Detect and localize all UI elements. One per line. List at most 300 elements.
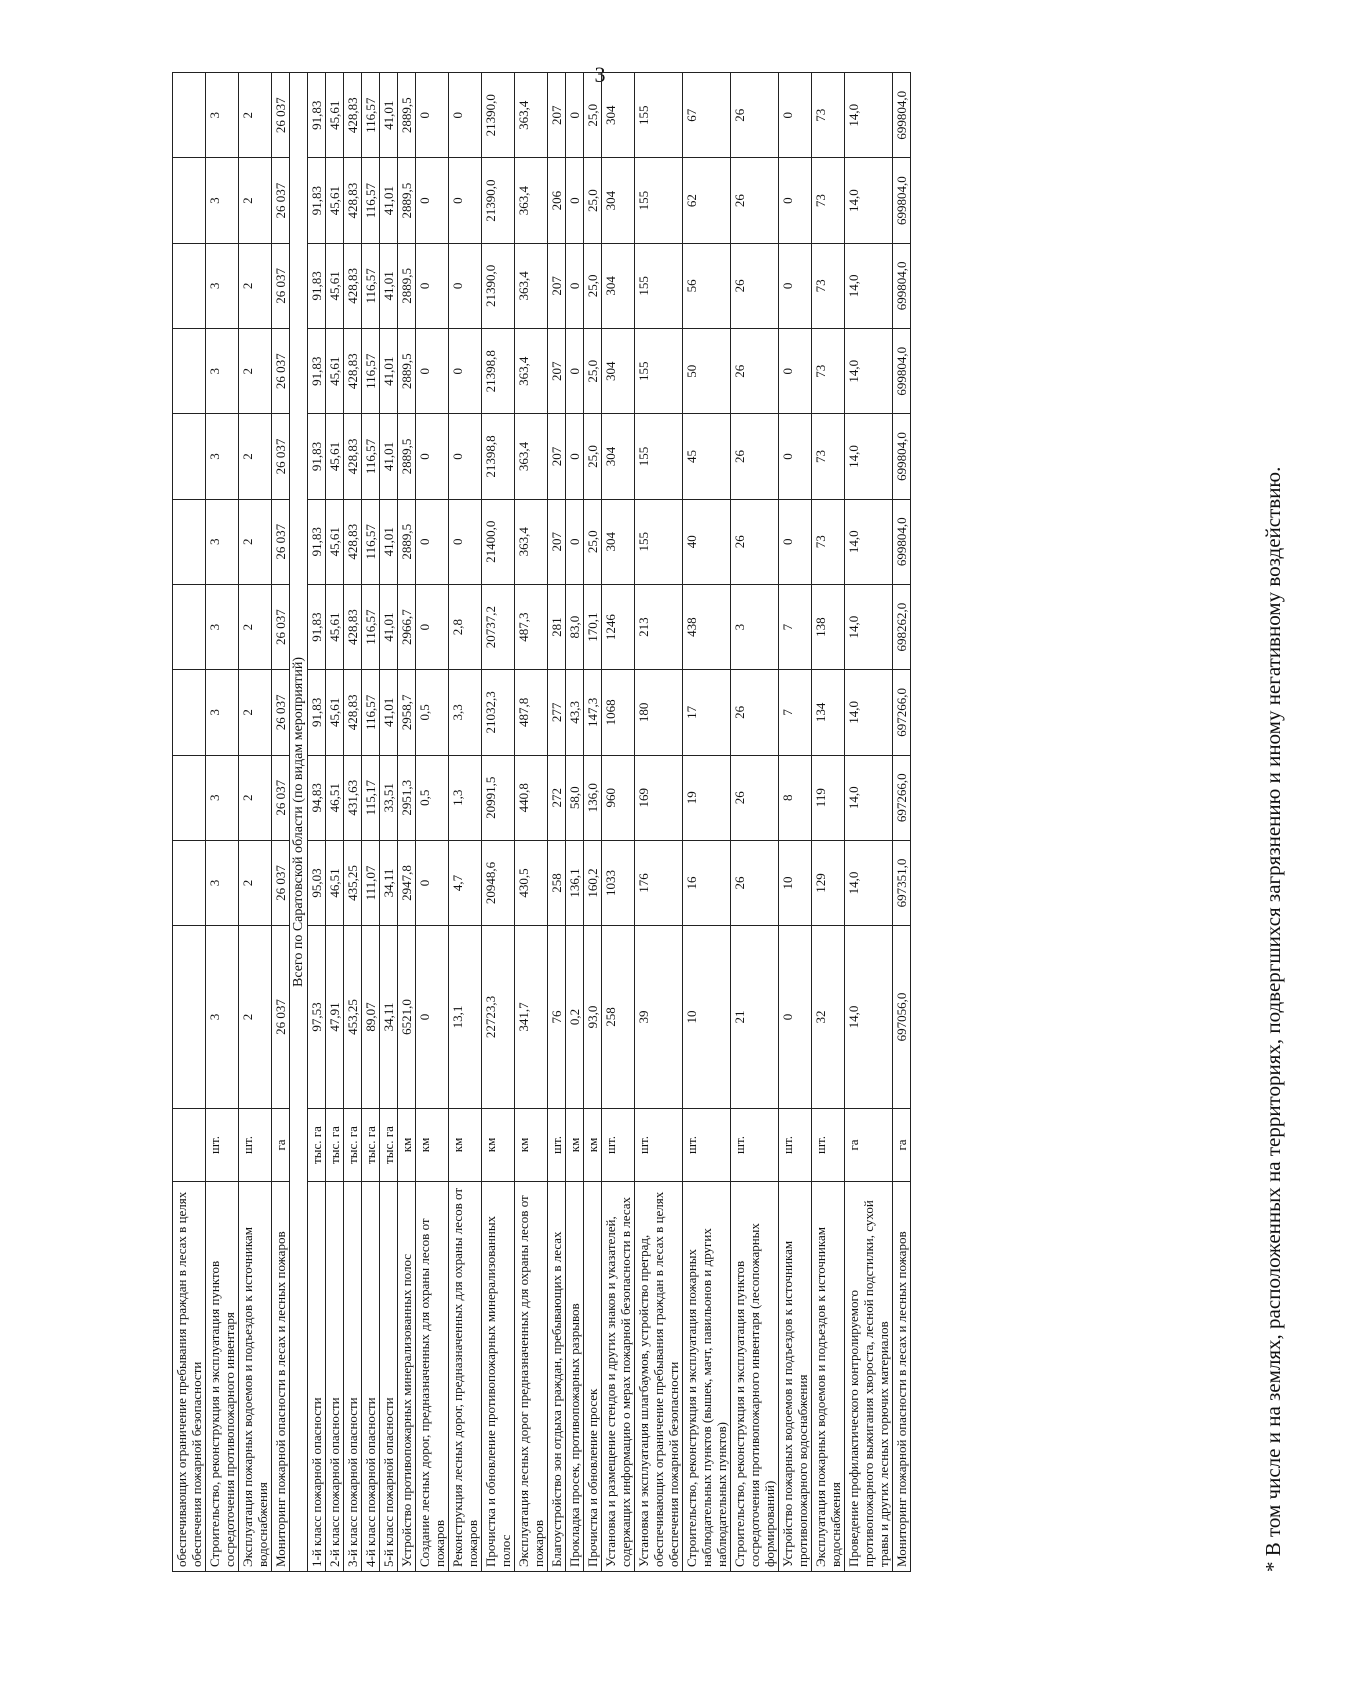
value-cell: 2889,5 <box>398 499 416 584</box>
value-cell: 91,83 <box>308 243 326 328</box>
value-cell: 116,57 <box>362 158 380 243</box>
value-cell: 62 <box>683 158 731 243</box>
value-cell: 697351,0 <box>893 840 911 925</box>
value-cell <box>173 73 206 158</box>
value-cell: 26 <box>731 158 779 243</box>
value-cell: 2966,7 <box>398 584 416 669</box>
value-cell: 21 <box>731 926 779 1109</box>
value-cell: 41,01 <box>380 73 398 158</box>
value-cell: 487,8 <box>515 670 548 755</box>
table-row <box>812 73 845 1572</box>
value-cell: 25,0 <box>584 73 602 158</box>
value-cell: 34,11 <box>380 840 398 925</box>
value-cell: 20991,5 <box>482 755 515 840</box>
value-cell: 40 <box>683 499 731 584</box>
value-cell: 116,57 <box>362 73 380 158</box>
value-cell: 136,1 <box>566 840 584 925</box>
value-cell: 32 <box>812 926 845 1109</box>
value-cell: 2889,5 <box>398 243 416 328</box>
value-cell: 8 <box>779 755 812 840</box>
value-cell <box>173 243 206 328</box>
value-cell: 0 <box>566 414 584 499</box>
value-cell: 487,3 <box>515 584 548 669</box>
value-cell: 116,57 <box>362 499 380 584</box>
value-cell: 45,61 <box>326 499 344 584</box>
value-cell: 91,83 <box>308 414 326 499</box>
value-cell: 89,07 <box>362 926 380 1109</box>
value-cell: 3 <box>206 584 239 669</box>
unit-cell: км <box>398 1108 416 1181</box>
value-cell: 155 <box>635 158 683 243</box>
value-cell: 14,0 <box>845 414 893 499</box>
value-cell: 0,5 <box>416 755 449 840</box>
value-cell: 47,91 <box>326 926 344 1109</box>
value-cell: 3 <box>206 670 239 755</box>
value-cell: 94,83 <box>308 755 326 840</box>
value-cell: 207 <box>548 73 566 158</box>
unit-cell: шт. <box>239 1108 272 1181</box>
value-cell: 155 <box>635 499 683 584</box>
value-cell: 45,61 <box>326 414 344 499</box>
value-cell: 119 <box>812 755 845 840</box>
activity-name-cell: Эксплуатация лесных дорог предназначенных для охраны лесов от пожаров <box>515 1182 548 1572</box>
value-cell: 304 <box>602 73 635 158</box>
value-cell: 2 <box>239 926 272 1109</box>
value-cell: 116,57 <box>362 414 380 499</box>
value-cell: 39 <box>635 926 683 1109</box>
value-cell: 26 037 <box>272 926 290 1109</box>
value-cell: 21400,0 <box>482 499 515 584</box>
value-cell: 0,5 <box>416 670 449 755</box>
value-cell: 699804,0 <box>893 414 911 499</box>
value-cell: 0 <box>779 158 812 243</box>
value-cell: 281 <box>548 584 566 669</box>
table-row <box>635 73 683 1572</box>
value-cell: 430,5 <box>515 840 548 925</box>
value-cell <box>173 499 206 584</box>
value-cell: 16 <box>683 840 731 925</box>
unit-cell: шт. <box>548 1108 566 1181</box>
value-cell: 43,3 <box>566 670 584 755</box>
value-cell: 428,83 <box>344 584 362 669</box>
table-row <box>602 73 635 1572</box>
value-cell <box>173 158 206 243</box>
unit-cell: шт. <box>206 1108 239 1181</box>
value-cell: 2 <box>239 670 272 755</box>
table-row <box>584 73 602 1572</box>
value-cell: 41,01 <box>380 329 398 414</box>
value-cell <box>173 414 206 499</box>
value-cell: 1,3 <box>449 755 482 840</box>
value-cell: 41,01 <box>380 670 398 755</box>
value-cell: 3 <box>206 926 239 1109</box>
value-cell: 0 <box>779 243 812 328</box>
value-cell: 26 037 <box>272 499 290 584</box>
value-cell: 428,83 <box>344 73 362 158</box>
value-cell: 0,2 <box>566 926 584 1109</box>
value-cell <box>173 755 206 840</box>
value-cell: 26 <box>731 840 779 925</box>
value-cell: 258 <box>548 840 566 925</box>
activity-name-cell: Мониторинг пожарной опасности в лесах и лесных пожаров <box>272 1182 290 1572</box>
value-cell: 2 <box>239 414 272 499</box>
value-cell: 207 <box>548 243 566 328</box>
activity-name-cell: Прокладка просек, противопожарных разрывов <box>566 1182 584 1572</box>
value-cell: 14,0 <box>845 755 893 840</box>
value-cell: 206 <box>548 158 566 243</box>
unit-cell: км <box>566 1108 584 1181</box>
value-cell: 21032,3 <box>482 670 515 755</box>
value-cell: 698262,0 <box>893 584 911 669</box>
value-cell: 3 <box>206 158 239 243</box>
value-cell: 272 <box>548 755 566 840</box>
value-cell: 25,0 <box>584 499 602 584</box>
value-cell: 363,4 <box>515 499 548 584</box>
value-cell: 95,03 <box>308 840 326 925</box>
value-cell: 0 <box>416 584 449 669</box>
table-row <box>239 73 272 1572</box>
value-cell: 304 <box>602 499 635 584</box>
value-cell: 26 037 <box>272 73 290 158</box>
value-cell: 304 <box>602 158 635 243</box>
unit-cell: км <box>482 1108 515 1181</box>
value-cell: 2889,5 <box>398 329 416 414</box>
value-cell: 258 <box>602 926 635 1109</box>
activity-name-cell: Строительство, реконструкция и эксплуатация пожарных наблюдательных пунктов (вышек, мачт, павильонов и других наблюдательных пунктов) <box>683 1182 731 1572</box>
value-cell: 91,83 <box>308 584 326 669</box>
unit-cell: шт. <box>683 1108 731 1181</box>
activity-name-cell: Благоустройство зон отдыха граждан, пребывающих в лесах <box>548 1182 566 1572</box>
value-cell: 3 <box>731 584 779 669</box>
footnote: * В том числе и на землях, расположенных на территориях, подвергшихся загрязнению и иному негативному воздействию. <box>1261 466 1285 1572</box>
value-cell: 2 <box>239 73 272 158</box>
unit-cell <box>173 1108 206 1181</box>
value-cell: 56 <box>683 243 731 328</box>
activity-name-cell: 1-й класс пожарной опасности <box>308 1182 326 1572</box>
table-row <box>515 73 548 1572</box>
value-cell <box>173 584 206 669</box>
value-cell: 26 037 <box>272 158 290 243</box>
value-cell: 21398,8 <box>482 329 515 414</box>
value-cell: 0 <box>566 158 584 243</box>
activity-name-cell: Проведение профилактического контролируемого противопожарного выжигания хвороста, лесной подстилки, сухой травы и других лесных горючих материалов <box>845 1182 893 1572</box>
value-cell: 73 <box>812 73 845 158</box>
value-cell: 0 <box>779 926 812 1109</box>
table-row <box>308 73 326 1572</box>
value-cell: 1246 <box>602 584 635 669</box>
value-cell: 14,0 <box>845 158 893 243</box>
value-cell: 699804,0 <box>893 329 911 414</box>
value-cell: 73 <box>812 243 845 328</box>
value-cell: 14,0 <box>845 73 893 158</box>
value-cell: 213 <box>635 584 683 669</box>
value-cell: 73 <box>812 158 845 243</box>
value-cell: 0 <box>416 499 449 584</box>
value-cell: 13,1 <box>449 926 482 1109</box>
value-cell: 26 <box>731 670 779 755</box>
value-cell: 0 <box>416 329 449 414</box>
table-row <box>683 73 731 1572</box>
value-cell: 21390,0 <box>482 73 515 158</box>
activity-name-cell: 2-й класс пожарной опасности <box>326 1182 344 1572</box>
value-cell: 0 <box>566 499 584 584</box>
value-cell: 26 037 <box>272 755 290 840</box>
value-cell: 0 <box>779 499 812 584</box>
value-cell: 428,83 <box>344 158 362 243</box>
table-row <box>398 73 416 1572</box>
value-cell: 2 <box>239 840 272 925</box>
value-cell: 160,2 <box>584 840 602 925</box>
value-cell: 91,83 <box>308 670 326 755</box>
value-cell: 0 <box>416 73 449 158</box>
value-cell: 155 <box>635 73 683 158</box>
activity-name-cell: Строительство, реконструкция и эксплуатация пунктов сосредоточения противопожарного инвентаря (лесопожарных формирований) <box>731 1182 779 1572</box>
unit-cell: тыс. га <box>326 1108 344 1181</box>
value-cell: 428,83 <box>344 499 362 584</box>
value-cell: 14,0 <box>845 329 893 414</box>
value-cell: 207 <box>548 499 566 584</box>
page-number: 3 <box>594 62 606 87</box>
value-cell: 363,4 <box>515 414 548 499</box>
value-cell: 6521,0 <box>398 926 416 1109</box>
value-cell: 91,83 <box>308 329 326 414</box>
value-cell: 116,57 <box>362 329 380 414</box>
unit-cell: га <box>845 1108 893 1181</box>
value-cell: 0 <box>449 329 482 414</box>
value-cell: 699804,0 <box>893 243 911 328</box>
table-row <box>779 73 812 1572</box>
value-cell: 960 <box>602 755 635 840</box>
value-cell: 170,1 <box>584 584 602 669</box>
value-cell: 26 037 <box>272 584 290 669</box>
value-cell: 2 <box>239 329 272 414</box>
value-cell: 363,4 <box>515 243 548 328</box>
unit-cell: км <box>449 1108 482 1181</box>
value-cell: 3 <box>206 499 239 584</box>
table-row <box>731 73 779 1572</box>
value-cell: 14,0 <box>845 840 893 925</box>
unit-cell: шт. <box>635 1108 683 1181</box>
value-cell: 0 <box>416 243 449 328</box>
value-cell: 3 <box>206 414 239 499</box>
value-cell: 26 037 <box>272 243 290 328</box>
activity-name-cell: 5-й класс пожарной опасности <box>380 1182 398 1572</box>
value-cell: 25,0 <box>584 414 602 499</box>
value-cell: 7 <box>779 670 812 755</box>
table-row <box>566 73 584 1572</box>
value-cell: 3 <box>206 243 239 328</box>
value-cell: 41,01 <box>380 243 398 328</box>
value-cell <box>173 840 206 925</box>
value-cell: 428,83 <box>344 329 362 414</box>
value-cell: 115,17 <box>362 755 380 840</box>
value-cell: 697266,0 <box>893 670 911 755</box>
table-row <box>482 73 515 1572</box>
value-cell: 45,61 <box>326 73 344 158</box>
value-cell: 41,01 <box>380 584 398 669</box>
value-cell: 138 <box>812 584 845 669</box>
value-cell: 2 <box>239 158 272 243</box>
value-cell: 1033 <box>602 840 635 925</box>
value-cell: 26 <box>731 243 779 328</box>
unit-cell: тыс. га <box>308 1108 326 1181</box>
value-cell: 453,25 <box>344 926 362 1109</box>
value-cell: 97,53 <box>308 926 326 1109</box>
value-cell: 26 037 <box>272 840 290 925</box>
value-cell: 26 <box>731 414 779 499</box>
value-cell: 26 037 <box>272 670 290 755</box>
value-cell: 3 <box>206 329 239 414</box>
activity-name-cell: Устройство пожарных водоемов и подъездов к источникам противопожарного водоснабжения <box>779 1182 812 1572</box>
value-cell: 0 <box>779 73 812 158</box>
value-cell: 155 <box>635 329 683 414</box>
value-cell: 304 <box>602 329 635 414</box>
table-row <box>173 73 206 1572</box>
table-row <box>548 73 566 1572</box>
value-cell: 3 <box>206 840 239 925</box>
table-row <box>344 73 362 1572</box>
activity-name-cell: Создание лесных дорог, предназначенных для охраны лесов от пожаров <box>416 1182 449 1572</box>
section-title: Всего по Саратовской области (по видам мероприятий) <box>290 73 308 1572</box>
activity-name-cell: Установка и размещение стендов и других знаков и указателей, содержащих информацию о мерах пожарной безопасности в лесах <box>602 1182 635 1572</box>
value-cell: 46,51 <box>326 755 344 840</box>
value-cell: 10 <box>779 840 812 925</box>
value-cell: 25,0 <box>584 243 602 328</box>
value-cell: 363,4 <box>515 158 548 243</box>
value-cell: 83,0 <box>566 584 584 669</box>
value-cell: 2 <box>239 499 272 584</box>
activity-name-cell: 3-й класс пожарной опасности <box>344 1182 362 1572</box>
unit-cell: шт. <box>731 1108 779 1181</box>
value-cell: 14,0 <box>845 243 893 328</box>
value-cell: 73 <box>812 414 845 499</box>
activity-name-cell: Эксплуатация пожарных водоемов и подъездов к источникам водоснабжения <box>812 1182 845 1572</box>
value-cell: 25,0 <box>584 158 602 243</box>
value-cell: 21390,0 <box>482 243 515 328</box>
value-cell: 363,4 <box>515 73 548 158</box>
value-cell: 2889,5 <box>398 158 416 243</box>
value-cell: 169 <box>635 755 683 840</box>
value-cell: 21390,0 <box>482 158 515 243</box>
value-cell: 2889,5 <box>398 73 416 158</box>
value-cell: 34,11 <box>380 926 398 1109</box>
rotated-page-content <box>155 0 1355 1652</box>
value-cell: 73 <box>812 499 845 584</box>
value-cell: 111,07 <box>362 840 380 925</box>
value-cell: 1068 <box>602 670 635 755</box>
value-cell: 0 <box>449 414 482 499</box>
value-cell: 41,01 <box>380 158 398 243</box>
unit-cell: га <box>893 1108 911 1181</box>
value-cell: 0 <box>416 158 449 243</box>
value-cell: 155 <box>635 414 683 499</box>
value-cell: 67 <box>683 73 731 158</box>
value-cell: 277 <box>548 670 566 755</box>
value-cell: 3,3 <box>449 670 482 755</box>
value-cell: 428,83 <box>344 243 362 328</box>
value-cell: 91,83 <box>308 158 326 243</box>
value-cell <box>173 329 206 414</box>
value-cell: 91,83 <box>308 499 326 584</box>
value-cell <box>173 670 206 755</box>
value-cell: 363,4 <box>515 329 548 414</box>
value-cell: 697266,0 <box>893 755 911 840</box>
value-cell: 14,0 <box>845 670 893 755</box>
value-cell: 0 <box>416 926 449 1109</box>
activity-name-cell: Прочистка и обновление просек <box>584 1182 602 1572</box>
value-cell: 25,0 <box>584 329 602 414</box>
value-cell: 10 <box>683 926 731 1109</box>
table-row <box>206 73 239 1572</box>
value-cell: 76 <box>548 926 566 1109</box>
value-cell: 699804,0 <box>893 499 911 584</box>
activity-name-cell: Эксплуатация пожарных водоемов и подъездов к источникам водоснабжения <box>239 1182 272 1572</box>
value-cell: 129 <box>812 840 845 925</box>
value-cell: 45,61 <box>326 329 344 414</box>
value-cell: 116,57 <box>362 584 380 669</box>
unit-cell: шт. <box>602 1108 635 1181</box>
value-cell <box>173 926 206 1109</box>
activity-name-cell: 4-й класс пожарной опасности <box>362 1182 380 1572</box>
value-cell: 45 <box>683 414 731 499</box>
value-cell: 176 <box>635 840 683 925</box>
table-row <box>362 73 380 1572</box>
value-cell: 440,8 <box>515 755 548 840</box>
value-cell: 147,3 <box>584 670 602 755</box>
value-cell: 45,61 <box>326 243 344 328</box>
table-row <box>416 73 449 1572</box>
value-cell: 45,61 <box>326 670 344 755</box>
activity-name-cell: обеспечивающих ограничение пребывания граждан в лесах в целях обеспечения пожарной безопасности <box>173 1182 206 1572</box>
value-cell: 0 <box>449 499 482 584</box>
value-cell: 2958,7 <box>398 670 416 755</box>
value-cell: 93,0 <box>584 926 602 1109</box>
value-cell: 73 <box>812 329 845 414</box>
activity-name-cell: Установка и эксплуатация шлагбаумов, устройство преград, обеспечивающих ограничение пребывания граждан в лесах в целях обеспечения пожарной безопасности <box>635 1182 683 1572</box>
value-cell: 0 <box>566 73 584 158</box>
unit-cell: тыс. га <box>362 1108 380 1181</box>
value-cell: 26 037 <box>272 414 290 499</box>
unit-cell: тыс. га <box>380 1108 398 1181</box>
value-cell: 428,83 <box>344 670 362 755</box>
value-cell: 22723,3 <box>482 926 515 1109</box>
activity-name-cell: Мониторинг пожарной опасности в лесах и лесных пожаров <box>893 1182 911 1572</box>
value-cell: 58,0 <box>566 755 584 840</box>
section-header-row <box>290 73 308 1572</box>
value-cell: 0 <box>779 414 812 499</box>
value-cell: 26 <box>731 73 779 158</box>
value-cell: 21398,8 <box>482 414 515 499</box>
table-row <box>272 73 290 1572</box>
unit-cell: тыс. га <box>344 1108 362 1181</box>
value-cell: 14,0 <box>845 926 893 1109</box>
table-row <box>845 73 893 1572</box>
value-cell: 3 <box>206 73 239 158</box>
value-cell: 155 <box>635 243 683 328</box>
value-cell: 7 <box>779 584 812 669</box>
activity-name-cell: Прочистка и обновление противопожарных минерализованных полос <box>482 1182 515 1572</box>
value-cell: 428,83 <box>344 414 362 499</box>
value-cell: 2 <box>239 755 272 840</box>
value-cell: 207 <box>548 329 566 414</box>
value-cell: 14,0 <box>845 499 893 584</box>
value-cell: 699804,0 <box>893 158 911 243</box>
value-cell: 41,01 <box>380 499 398 584</box>
unit-cell: шт. <box>812 1108 845 1181</box>
table-row <box>326 73 344 1572</box>
value-cell: 116,57 <box>362 670 380 755</box>
value-cell: 180 <box>635 670 683 755</box>
